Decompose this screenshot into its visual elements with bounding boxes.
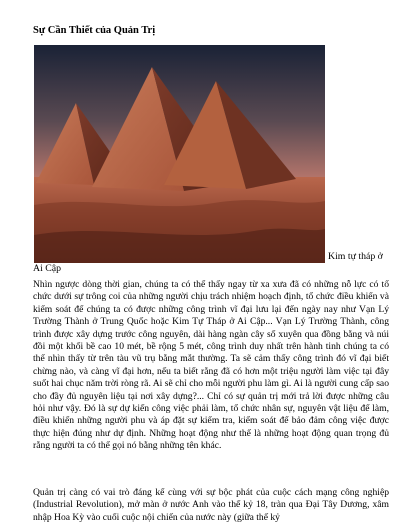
paragraph: Quản trị càng có vai trò đáng kể cùng với sự bộc phát của cuộc cách mạng công nghiệp (Industrial Revolution), mở màn ở nước Anh vào thế kỷ 18, tràn qua Đại Tây Dương, xâm nhập Hoa Kỳ vào cuối cuộc nội chiến của nước này (giữa thế kỷ [33, 487, 389, 523]
paragraph: Nhìn ngược dòng thời gian, chúng ta có thể thấy ngay từ xa xưa đã có những nỗ lực có tổ chức dưới sự trông coi của những người chịu trách nhiệm hoạch định, tổ chức điều khiển và kiểm soát để chúng ta có được những công trình vĩ đại lưu lại đến ngày nay như Vạn Lý Trường Thành ở Trung Quốc hoặc Kim Tự Tháp ở Ai Cập... Vạn Lý Trường Thành, công trình được xây dựng trước công nguyên, dài hàng ngàn cây số xuyên qua đồng bằng và núi đồi một khối bề cao 10 mét, bề rộng 5 mét, công trình duy nhất trên hành tinh chúng ta có thể nhìn thấy từ trên tàu vũ trụ bằng mắt thường. Ta sẽ cảm thấy công trình đó vĩ đại biết chừng nào, và càng vĩ đại hơn, nếu ta biết rằng đã có hơn một triệu người làm việc tại đây suốt hai chục năm trời ròng rã. Ai sẽ chỉ cho mỗi người phu làm gì. Ai là người cung cấp sao cho đầy đủ nguyên liệu tại nơi xây dựng?... Chỉ có sự quản trị mới trả lời được những câu hỏi như vậy. Đó là sự dự kiến công việc phải làm, tổ chức nhân sự, nguyên vật liệu để làm, điều khiển những người phu và áp đặt sự kiểm tra, kiểm soát để bảo đảm công việc được thực hiện đúng như dự định. Những hoạt động như thế là những hoạt động quan trọng đủ rằng người ta có thể gọi nó bằng những tên khác. [33, 279, 389, 452]
figure-caption: Kim tự tháp ở [328, 251, 383, 262]
document-title: Sự Cần Thiết của Quản Trị [33, 25, 156, 36]
figure-caption-continued: Ai Cập [33, 263, 62, 274]
pyramids-photo [34, 45, 325, 263]
